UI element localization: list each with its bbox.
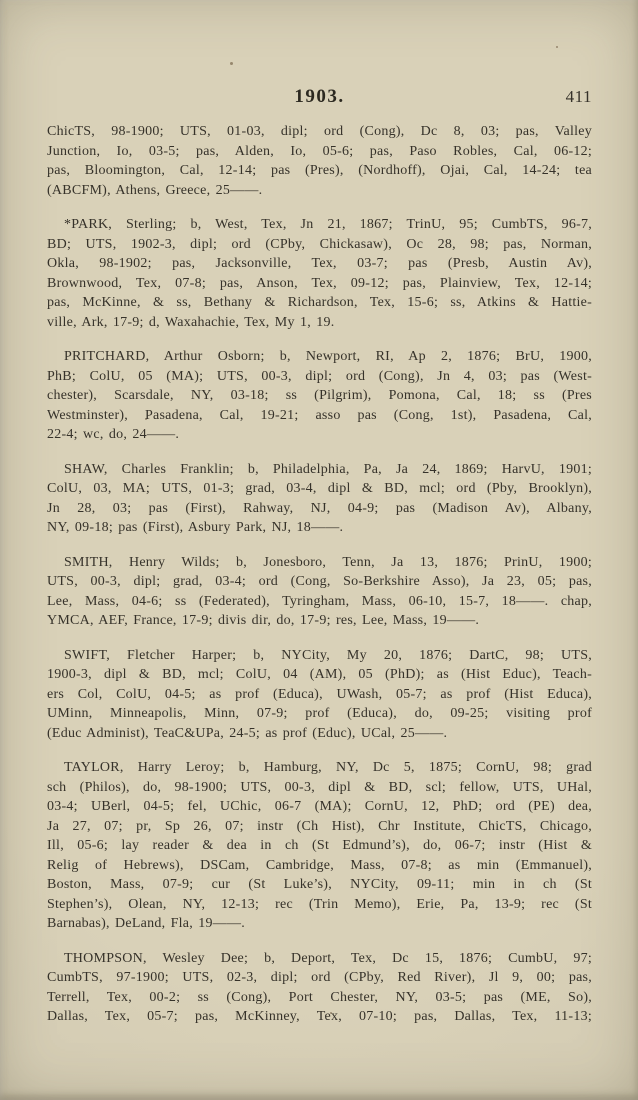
- entry-line: ers Col, ColU, 04-5; as prof (Educa), UWash, 05-7; as prof (Hist Educa),: [47, 686, 592, 702]
- register-entry-taylor-harry-leroy: [47, 758, 592, 934]
- entry-line: ChicTS, 98-1900; UTS, 01-03, dipl; ord (Cong), Dc 8, 03; pas, Valley: [47, 124, 592, 139]
- entry-line: NY, 09-18; pas (First), Asbury Park, NJ, 18——.: [47, 520, 344, 535]
- register-entries: [47, 122, 592, 1027]
- entry-line: 03-4; UBerl, 04-5; fel, UChic, 06-7 (MA); CornU, 12, PhD; ord (PE) dea,: [47, 799, 592, 814]
- entry-line: Junction, Io, 03-5; pas, Alden, Io, 05-6; pas, Paso Robles, Cal, 06-12;: [47, 143, 592, 159]
- entry-line: YMCA, AEF, France, 17-9; divis dir, do, 17-9; res, Lee, Mass, 19——.: [47, 613, 480, 628]
- book-page: [47, 86, 592, 1042]
- entry-line: ville, Ark, 17-9; d, Waxahachie, Tex, My 1, 19.: [47, 314, 335, 330]
- entry-line: chester), Scarsdale, NY, 03-18; ss (Pilgrim), Pomona, Cal, 18; ss (Pres: [47, 388, 592, 403]
- entry-line: PhB; ColU, 05 (MA); UTS, 00-3, dipl; ord (Cong), Jn 4, 03; pas (West-: [47, 368, 592, 384]
- entry-line: 22-4; wc, do, 24——.: [47, 427, 180, 442]
- entry-line: UTS, 00-3, dipl; grad, 03-4; ord (Cong, So-Berkshire Asso), Ja 23, 05; pas,: [47, 574, 592, 589]
- entry-line: UMinn, Minneapolis, Minn, 07-9; prof (Educa), do, 09-25; visiting prof: [47, 706, 592, 721]
- register-entry-shaw-charles-franklin: [47, 460, 592, 538]
- entry-line: 1900-3, dipl & BD, mcl; ColU, 04 (AM), 05 (PhD); as (Hist Educ), Teach-: [47, 667, 592, 682]
- entry-line: SHAW, Charles Franklin; b, Philadelphia, Pa, Ja 24, 1869; HarvU, 1901;: [64, 461, 592, 477]
- entry-line: Terrell, Tex, 00-2; ss (Cong), Port Chester, NY, 03-5; pas (ME, So),: [47, 989, 592, 1005]
- entry-line: PRITCHARD, Arthur Osborn; b, Newport, RI, Ap 2, 1876; BrU, 1900,: [64, 349, 592, 364]
- entry-line: CumbTS, 97-1900; UTS, 02-3, dipl; ord (CPby, Red River), Jl 9, 00; pas,: [47, 970, 592, 985]
- entry-line: Westminster), Pasadena, Cal, 19-21; asso pas (Cong, 1st), Pasadena, Cal,: [47, 407, 592, 423]
- entry-line: Brownwood, Tex, 07-8; pas, Anson, Tex, 09-12; pas, Plainview, Tex, 12-14;: [47, 275, 592, 291]
- entry-line: pas, Bloomington, Cal, 12-14; pas (Pres), (Nordhoff), Ojai, Cal, 14-24; tea: [47, 163, 592, 178]
- entry-line: Jn 28, 03; pas (First), Rahway, NJ, 04-9; pas (Madison Av), Albany,: [47, 500, 592, 516]
- register-entry-park-sterling: [47, 215, 592, 332]
- entry-line: SMITH, Henry Wilds; b, Jonesboro, Tenn, Ja 13, 1876; PrinU, 1900;: [64, 554, 592, 570]
- register-entry-pritchard-arthur-osborn: [47, 347, 592, 445]
- class-year-heading: 1903.: [294, 86, 345, 107]
- entry-line: ColU, 03, MA; UTS, 01-3; grad, 03-4, dipl & BD, mcl; ord (Pby, Brooklyn),: [47, 481, 592, 496]
- entry-line: THOMPSON, Wesley Dee; b, Deport, Tex, Dc 15, 1876; CumbU, 97;: [64, 950, 592, 966]
- entry-line: Boston, Mass, 07-9; cur (St Luke’s), NYCity, 09-11; min in ch (St: [47, 877, 592, 892]
- scan-speck: [230, 62, 233, 65]
- page-number: 411: [565, 87, 592, 106]
- entry-line: Stephen’s), Olean, NY, 12-13; rec (Trin Memo), Erie, Pa, 13-9; rec (St: [47, 896, 592, 912]
- entry-line: Relig of Hebrews), DSCam, Cambridge, Mass, 07-8; as min (Emmanuel),: [47, 857, 592, 873]
- entry-line: Lee, Mass, 04-6; ss (Federated), Tyringham, Mass, 06-10, 15-7, 18——. chap,: [47, 593, 592, 609]
- register-entry-smith-henry-wilds: [47, 553, 592, 631]
- entry-line: Barnabas), DeLand, Fla, 19——.: [47, 916, 245, 931]
- scan-speck: [556, 46, 558, 48]
- page-header: [47, 86, 592, 106]
- entry-line: SWIFT, Fletcher Harper; b, NYCity, My 20, 1876; DartC, 98; UTS,: [64, 647, 592, 663]
- entry-line: BD; UTS, 1902-3, dipl; ord (CPby, Chickasaw), Oc 28, 98; pas, Norman,: [47, 236, 592, 252]
- register-entry-thompson-wesley-dee: [47, 949, 592, 1027]
- entry-line: Ja 27, 07; pr, Sp 26, 07; instr (Ch Hist), Chr Institute, ChicTS, Chicago,: [47, 818, 592, 834]
- entry-line: Ill, 05-6; lay reader & dea in ch (St Edmund’s), do, 06-7; instr (Hist &: [47, 838, 592, 853]
- entry-line: (Educ Administ), TeaC&UPa, 24-5; as prof (Educ), UCal, 25——.: [47, 725, 448, 741]
- register-entry-continuation-previous-entry: [47, 122, 592, 200]
- entry-line: pas, McKinne, & ss, Bethany & Richardson, Tex, 15-6; ss, Atkins & Hattie-: [47, 295, 592, 310]
- entry-line: sch (Philos), do, 98-1900; UTS, 00-3, dipl & BD, scl; fellow, UTS, UHal,: [47, 779, 592, 795]
- entry-line: TAYLOR, Harry Leroy; b, Hamburg, NY, Dc 5, 1875; CornU, 98; grad: [64, 760, 592, 775]
- entry-line: *PARK, Sterling; b, West, Tex, Jn 21, 1867; TrinU, 95; CumbTS, 96-7,: [64, 217, 592, 232]
- entry-line: (ABCFM), Athens, Greece, 25——.: [47, 182, 263, 198]
- entry-line: Dallas, Tex, 05-7; pas, McKinney, Tex, 07-10; pas, Dallas, Tex, 11-13;: [47, 1009, 592, 1024]
- register-entry-swift-fletcher-harper: [47, 646, 592, 744]
- entry-line: Okla, 98-1902; pas, Jacksonville, Tex, 03-7; pas (Presb, Austin Av),: [47, 256, 592, 271]
